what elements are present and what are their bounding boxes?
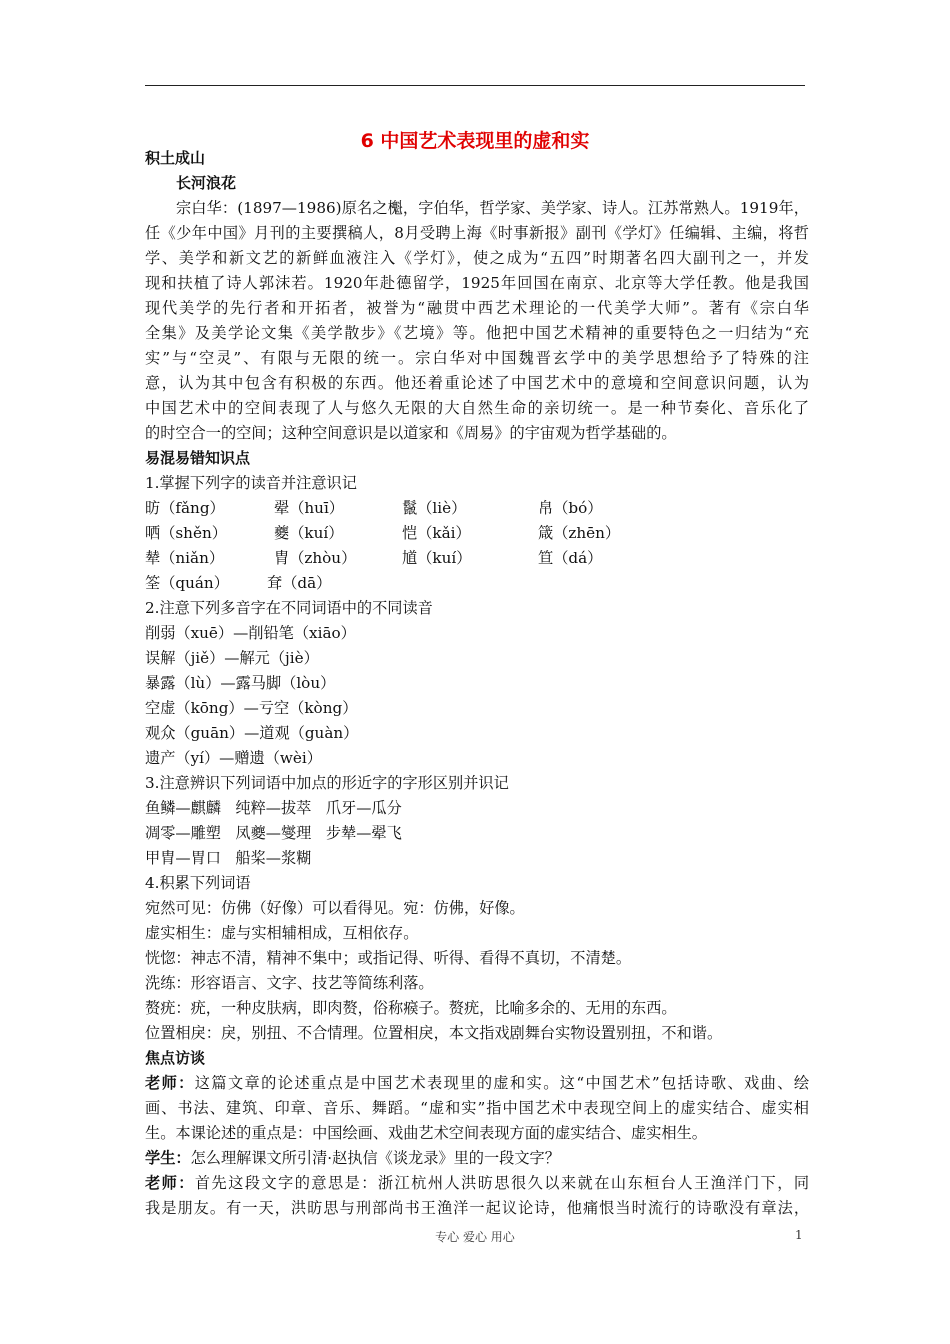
pronunciation-item: 馗（kuí） [402,549,472,567]
polyphone-item: 削弱（xuē）—削铅笔（xiāo） [145,624,356,642]
pronunciation-item: 帛（bó） [538,499,603,517]
vocab-item: 位置相戾：戾，别扭、不合情理。位置相戾，本文指戏剧舞台实物设置别扭，不和谐。 [145,1024,723,1042]
polyphone-item: 空虚（kōng）—亏空（kòng） [145,699,358,717]
pronunciation-item: 恺（kǎi） [402,524,471,542]
pronunciation-item: 鬣（liè） [402,499,467,517]
pronunciation-item: 辇（niǎn） [145,549,225,567]
bio-line: 全集》及美学论文集《美学散步》《艺境》等。他把中国艺术精神的重要特色之一归结为“充 [145,324,809,342]
pronunciation-item: 哂（shěn） [145,524,227,542]
pronunciation-item: 昉（fǎng） [145,499,225,517]
dialog-line: 我是朋友。有一天，洪昉思与刑部尚书王渔洋一起议论诗，他痛恨当时流行的诗歌没有章法， [145,1199,809,1217]
pronunciation-item: 翚（huī） [274,499,344,517]
pronunciation-item: 夔（kuí） [274,524,344,542]
header-rule [145,85,805,86]
page-title: 6 中国艺术表现里的虚和实 [360,130,590,152]
dialog-line [145,1171,809,1196]
shape-row: 凋零—雕塑 凤夔—燮理 步辇—翚飞 [145,824,402,842]
bio-line: 中国艺术中的空间表现了人与悠久无限的大自然生命的亲切统一。是一种节奏化、音乐化了 [145,399,809,417]
teacher-label: 老师： [145,1074,195,1092]
student-text: 怎么理解课文所引清·赵执信《谈龙录》里的一段文字？ [190,1149,560,1167]
bio-line: 实”与“空灵”、有限与无限的统一。宗白华对中国魏晋玄学中的美学思想给予了特殊的注 [145,349,809,367]
polyphone-item: 观众（guān）—道观（guàn） [145,724,359,742]
bio-line: 宗白华：(1897—1986)原名之櫆，字伯华，哲学家、美学家、诗人。江苏常熟人。1919年， [176,199,809,217]
polyphone-item: 遗产（yí）—赠遗（wèi） [145,749,322,767]
teacher-text: 这篇文章的论述重点是中国艺术表现里的虚和实。这“中国艺术”包括诗歌、戏曲、绘 [194,1074,810,1092]
question-2: 2.注意下列多音字在不同词语中的不同读音 [145,599,433,617]
pronunciation-item: 笪（dá） [538,549,603,567]
document-body [145,146,809,1221]
question-3: 3.注意辨识下列词语中加点的形近字的字形区别并识记 [145,774,509,792]
dialog-line: 生。本课论述的重点是：中国绘画、戏曲艺术空间表现方面的虚实结合、虚实相生。 [145,1124,707,1142]
vocab-item: 恍惚：神志不清，精神不集中；或指记得、听得、看得不真切，不清楚。 [145,949,631,967]
bio-line: 现代美学的先行者和开拓者，被誉为“融贯中西艺术理论的一代美学大师”。著有《宗白华 [145,299,809,317]
pronunciation-row [145,571,809,596]
section-heading-errors: 易混易错知识点 [145,449,251,467]
section-heading-focus: 焦点访谈 [145,1049,206,1067]
pronunciation-row [145,496,809,521]
shape-row: 鱼鳞—麒麟 纯粹—拔萃 爪牙—瓜分 [145,799,402,817]
vocab-item: 赘疣：疣，一种皮肤病，即肉赘，俗称瘊子。赘疣，比喻多余的、无用的东西。 [145,999,677,1017]
polyphone-item: 暴露（lù）—露马脚（lòu） [145,674,336,692]
dialog-line: 画、书法、建筑、印章、音乐、舞蹈。“虚和实”指中国艺术中表现空间上的虚实结合、虚实相 [145,1099,809,1117]
bio-line: 任《少年中国》月刊的主要撰稿人，8月受聘上海《时事新报》副刊《学灯》任编辑、主编，将哲 [145,224,809,242]
vocab-item: 宛然可见：仿佛（好像）可以看得见。宛：仿佛，好像。 [145,899,525,917]
pronunciation-row [145,546,809,571]
question-1: 1.掌握下列字的读音并注意识记 [145,474,357,492]
pronunciation-row [145,521,809,546]
student-label: 学生： [145,1149,191,1167]
teacher-text: 首先这段文字的意思是：浙江杭州人洪昉思很久以来就在山东桓台人王渔洋门下，同 [194,1174,810,1192]
bio-line: 的时空合一的空间；这种空间意识是以道家和《周易》的宇宙观为哲学基础的。 [145,424,677,442]
vocab-item: 虚实相生：虚与实相辅相成，互相依存。 [145,924,419,942]
pronunciation-item: 胄（zhòu） [274,549,357,567]
vocab-item: 洗练：形容语言、文字、技艺等简练利落。 [145,974,434,992]
section-heading-accumulate: 积土成山 [145,149,206,167]
subsection-heading-river: 长河浪花 [176,174,237,192]
polyphone-item: 误解（jiě）—解元（jiè） [145,649,319,667]
dialog-line [145,1146,809,1171]
dialog-line [145,1071,809,1096]
pronunciation-item: 筌（quán） [145,574,229,592]
teacher-label: 老师： [145,1174,195,1192]
question-4: 4.积累下列词语 [145,874,251,892]
pronunciation-item: 箴（zhēn） [538,524,621,542]
page-number: 1 [795,1228,803,1242]
bio-line: 意，认为其中包含有积极的东西。他还着重论述了中国艺术中的意境和空间意识问题，认为 [145,374,809,392]
pronunciation-item: 耷（dā） [267,574,332,592]
page-footer: 专心 爱心 用心 [435,1230,515,1244]
shape-row: 甲胄—胃口 船桨—浆糊 [145,849,312,867]
bio-line: 学、美学和新文艺的新鲜血液注入《学灯》，使之成为“五四”时期著名四大副刊之一，并发 [145,249,809,267]
bio-line: 现和扶植了诗人郭沫若。1920年赴德留学，1925年回国在南京、北京等大学任教。他是我国 [145,274,809,292]
